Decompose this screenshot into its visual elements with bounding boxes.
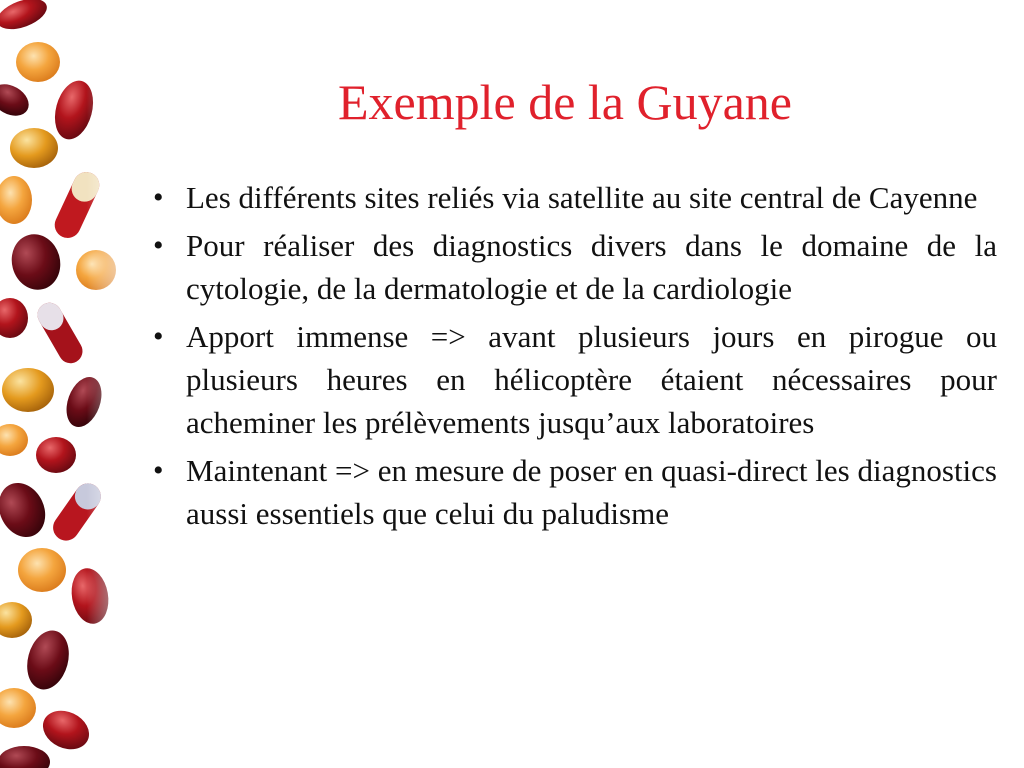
bullet-icon: • xyxy=(153,454,164,487)
bullet-item xyxy=(145,315,997,444)
bullet-icon: • xyxy=(153,181,164,214)
bullet-icon: • xyxy=(153,229,164,262)
bullet-icon: • xyxy=(153,320,164,353)
bullet-text: Pour réaliser des diagnostics divers dans le domaine de la cytologie, de la dermatologie et de la cardiologie xyxy=(186,228,997,306)
bullet-text: Apport immense => avant plusieurs jours en pirogue ou plusieurs heures en hélicoptère étaient nécessaires pour acheminer les prélèvements jusqu’aux laboratoires xyxy=(186,319,997,440)
bullet-text: Les différents sites reliés via satellite au site central de Cayenne xyxy=(186,180,978,215)
pills-decoration-image xyxy=(0,0,140,768)
slide-title: Exemple de la Guyane xyxy=(338,74,792,130)
bullet-text: Maintenant => en mesure de poser en quasi-direct les diagnostics aussi essentiels que celui du paludisme xyxy=(186,453,997,531)
bullet-list xyxy=(145,176,997,540)
bullet-item xyxy=(145,449,997,535)
bullet-item xyxy=(145,224,997,310)
bullet-item xyxy=(145,176,997,219)
